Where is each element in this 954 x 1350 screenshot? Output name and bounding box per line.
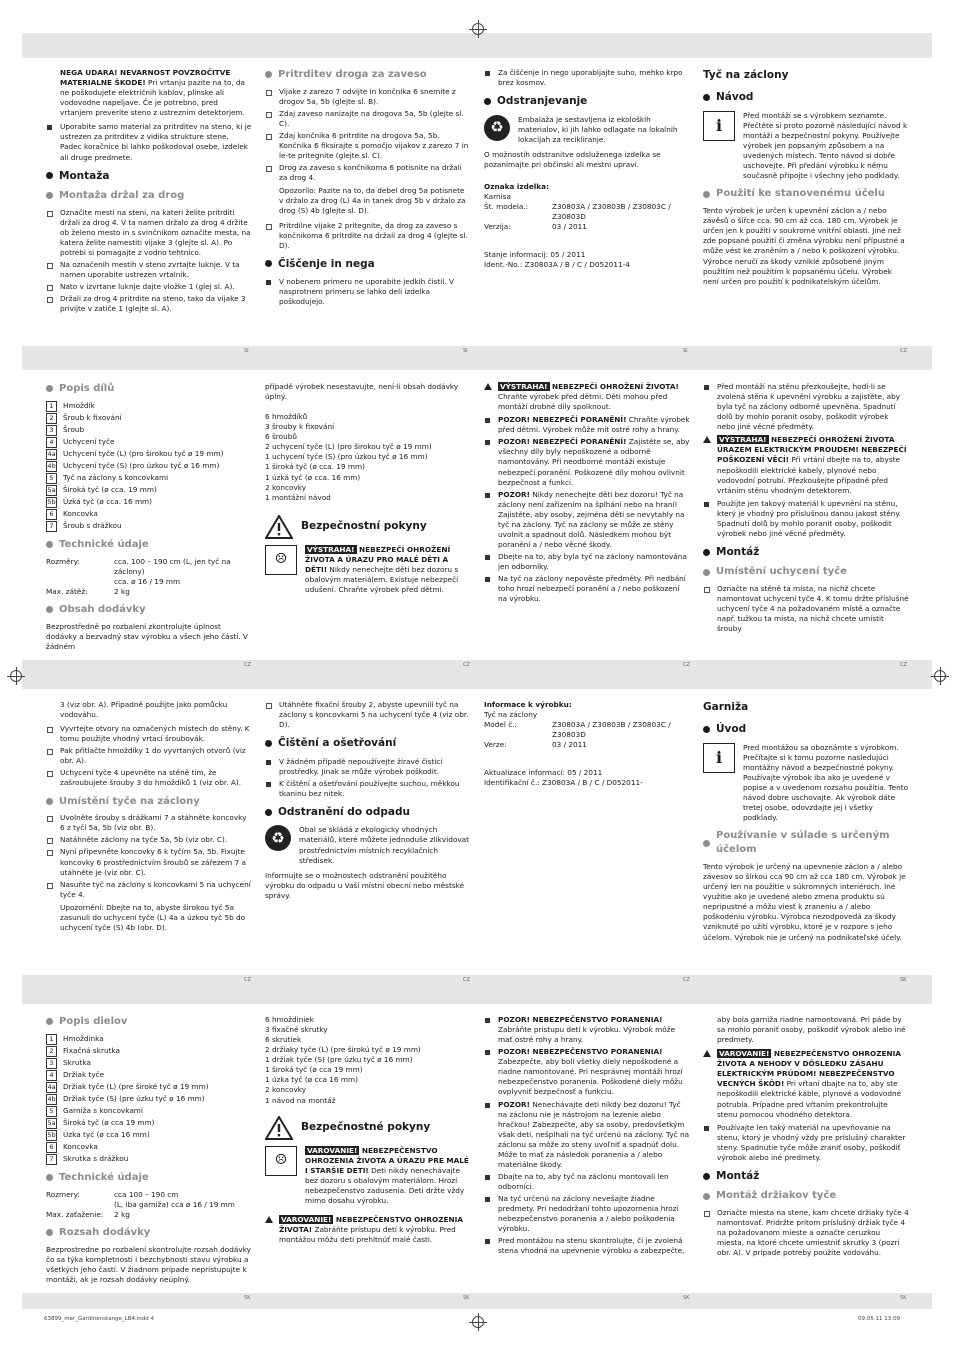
disposal-text: O možnostih odstranitve odsluženega izdelka se pozanimajte pri občinski ali mestni upravi. (484, 149, 661, 169)
part-key: 5b (47, 1130, 56, 1139)
part-key: 5a (47, 485, 56, 494)
warning-bold: POZOR! (498, 489, 530, 499)
part-key: 4b (47, 1094, 56, 1103)
part-row (46, 1154, 252, 1165)
section-heading: Pritrditev droga za zaveso (265, 68, 471, 82)
lang-label: SI (683, 348, 688, 354)
bullet-icon (46, 172, 53, 179)
part-row (46, 509, 252, 520)
section-heading: Čištění a ošetřování (265, 736, 471, 750)
warning-text: Pri vrtanju pazite na to, da ne poškodujete električnih kablov, plinske ali vodovodne napeljave. Če je potrebno, pred vrtanjem preverite steno z ustreznim detektorjem. (60, 78, 246, 118)
contents-item: 1 široká tyč (ø cca 19 mm) (265, 1065, 363, 1075)
lang-label: CZ (463, 977, 470, 983)
part-label: Koncovka (63, 1141, 98, 1151)
bullet-icon (703, 840, 710, 847)
step-item: Utáhněte fixační šrouby 2, abyste upevnili tyč na záclony s koncovkami 5 na uchycení tyče 4 (viz obr. D). (265, 700, 471, 730)
part-label: Držiak tyče (63, 1069, 105, 1079)
body-text: 3 (viz obr. A). Případně použijte jako pomůcku vodováhu. (60, 700, 228, 720)
warning-tag: VÝSTRAHA! (719, 435, 767, 445)
spec-value: 2 kg (114, 1209, 130, 1219)
bullet-icon (703, 191, 710, 198)
section-heading: Používanie v súlade s určeným účelom (703, 829, 909, 857)
warning-text: Chraňte výrobek před dětmi. Děti mohou před montáží drobné díly spolknout. (498, 392, 668, 412)
part-label: Uchycení tyče (S) (pro úzkou tyč ø 16 mm) (63, 460, 220, 470)
part-label: Uchycení tyče (L) (pro širokou tyč ø 19 mm) (63, 448, 224, 458)
spec-value: 2 kg (114, 586, 130, 596)
panel-si-pritrditev (265, 68, 471, 344)
step-item: Pak přitlačte hmoždíky 1 do vyvrtaných otvorů (viz obr. A). (46, 746, 252, 766)
part-label: Tyč na záclony s koncovkami (63, 472, 169, 482)
panel-sk-montaz (703, 1015, 909, 1291)
footer-band-1 (22, 346, 932, 370)
model-key: Model č.: (484, 720, 518, 730)
contents-item: 1 široká tyč (ø cca. 19 mm) (265, 462, 365, 472)
contents-item: 6 hmoždíků (265, 412, 308, 422)
part-key: 1 (46, 401, 57, 412)
part-row (46, 1046, 252, 1057)
warning-bold: POZOR! NEBEZPEČENSTVO PORANENIA! (498, 1047, 663, 1057)
eco-text: Obal se skládá z ekologicky vhodných materiálů, které můžete jednoduše zlikvidovat prostřednictvím místních recyklačních středisek. (299, 825, 469, 865)
bullet-icon (46, 606, 53, 613)
part-row (46, 1058, 252, 1069)
contents-list (265, 412, 471, 503)
body-text: Před montáží se s výrobkem seznamte. Přečtěte si proto pozorně následující návod k montáži a bezpečnostní pokyny. Používejte výrobek jen popsaným způsobem a na uvedených místech. Tento návod si dobře uschovejte. Při předání výrobku k němu současně připojte i všechny jeho podklady. (743, 110, 908, 181)
part-label: Hmoždík (63, 400, 95, 410)
lang-label: SI (463, 348, 468, 354)
warning-text: Deti nikdy nenechávajte bez dozoru s obalovým materiálom. Hrozí nebezpečenstvo zadusenia. Deti držte vždy mimo dosahu výrobku. (305, 1165, 465, 1205)
registration-mark-icon (472, 23, 484, 35)
panel-sk-bezpecnost (265, 1015, 471, 1291)
part-label: Úzká tyč (ø cca. 16 mm) (63, 496, 153, 506)
contents-item: 6 hmoždiniek (265, 1015, 315, 1024)
panel-sk-popis (46, 1015, 252, 1291)
contents-item: 2 koncovky (265, 482, 307, 492)
section-heading: Odstranění do odpadu (265, 805, 471, 819)
product-label: Informace k výrobku: (484, 700, 572, 709)
part-key: 4a (47, 1082, 56, 1091)
part-key: 3 (46, 425, 57, 436)
panel-si-odstranjevanje (484, 68, 690, 344)
panel-cz-informace (484, 700, 690, 972)
part-key: 6 (46, 509, 57, 520)
warning-bold: NEGA UDARA! NEVARNOST POVZROČITVE MATERIALNE ŠKODE! (60, 68, 231, 88)
step-item: Označte miesta na stene, kam chcete držiaky tyče 4 namontovať. Pridržte pritom príslušný držiak tyče 4 na požadovanom mieste a označte ceruzkou miesta, na ktoré chcete umiestniť skrutky 3 (pozri obr. A). V prípade potreby použite vodováhu. (703, 1208, 909, 1258)
section-heading: Bezpečnostné pokyny (265, 1116, 471, 1140)
registration-mark-icon (934, 670, 946, 682)
lang-label: SK (683, 1295, 690, 1301)
product-name: Tyč na záclony (484, 710, 538, 720)
part-row (46, 1034, 252, 1045)
step-item: Označite mesti na steni, na kateri želite pritrditi držali za drog 4. V ta namen držalo za drog 4 držite ob želeno mesto in s svinčnikom označite mesta, na katera želite namestiti vijake 3 (glejte sl. A). Po potrebi si pomagajte z vodno tehtnico. (46, 208, 252, 258)
bullet-icon (703, 726, 710, 733)
bullet-icon (46, 541, 53, 548)
lang-label: CZ (463, 662, 470, 668)
part-label: Garniža s koncovkami (63, 1105, 143, 1115)
ident-number: Ident.-No.: Z30803A / B / C / D052011-4 (484, 260, 630, 270)
part-row (46, 1070, 252, 1081)
footer-date: 09.05.11 13:09 (858, 1316, 901, 1322)
bullet-icon (46, 192, 53, 199)
part-key: 3 (46, 1058, 57, 1069)
warning-tag: VAROVANIE! (307, 1145, 358, 1155)
step-item: Nyní připevněte koncovky 6 k tyčím 5a, 5b. Fixujte koncovky 6 prostřednictvím šroubů se zářezem 7 a utáhněte je (viz obr. C). (46, 847, 252, 877)
step-item: Uchycení tyče 4 upevněte na stěně tím, že zašroubujete šrouby 3 do hmoždíků 1 (viz obr. A). (46, 768, 252, 788)
panel-sk-pozor (484, 1015, 690, 1291)
part-key: 4 (46, 1070, 57, 1081)
bullet-icon (46, 1174, 53, 1181)
part-row (46, 461, 252, 472)
panel-cz-popis (46, 382, 252, 658)
lang-label: SK (900, 1295, 907, 1301)
section-heading: Obsah dodávky (46, 603, 252, 617)
bullet-icon (703, 1193, 710, 1200)
part-label: Skrutka (63, 1057, 91, 1067)
list-item: Dbajte na to, aby tyč na záclonu montovali len odborníci. (484, 1172, 690, 1192)
contents-item: 1 úzká tyč (ø cca. 16 mm) (265, 472, 361, 482)
step-item: Uvolněte šrouby s drážkami 7 a stáhněte koncovky 6 z tyčí 5a, 5b (viz obr. B). (46, 813, 252, 833)
step-item: Vijake z zarezo 7 odvijte in končnika 6 snemite z drogov 5a, 5b (glejte sl. B). (265, 87, 471, 107)
note-text: Upozornění: Dbejte na to, abyste širokou tyč 5a zasunuli do uchycení tyče (L) 4a a úzkou tyč 5b do uchycení tyče (S) 4b (obr. D). (60, 902, 246, 932)
eco-text: Embalaža je sestavljena iz ekoloških materialov, ki jih lahko odlagate na lokalnih lokacijah za recikliranje. (518, 114, 678, 144)
section-heading: Rozsah dodávky (46, 1226, 252, 1240)
panel-cz-vystrahy (484, 382, 690, 658)
warning-bold: POZOR! (498, 1099, 530, 1109)
part-key: 7 (46, 1154, 57, 1165)
warning-bold: NEBEZPEČÍ OHROŽENÍ ŽIVOTA A ÚRAZU PRO MALÉ DĚTI A DĚTI! (305, 544, 451, 574)
part-row (46, 1142, 252, 1153)
disposal-text: Informujte se o možnostech odstranění použitého výrobku do odpadu u Vaší místní obecní nebo městské správy. (265, 870, 465, 900)
part-label: Držiak tyče (S) (pre úzku tyč ø 16 mm) (63, 1093, 205, 1103)
list-item: Za čiščenje in nego uporabljajte suho, mehko krpo brez kosmov. (484, 68, 690, 88)
warning-text: Chraňte výrobek před dětmi. Výrobek může mít ostré rohy a hrany. (498, 415, 690, 435)
bullet-icon (46, 1229, 53, 1236)
list-item: V nobenem primeru ne uporabite jedkih čistil. V nasprotnem primeru se lahko deli izdelka poškodujejo. (265, 277, 471, 307)
lang-label: SK (244, 1295, 251, 1301)
contents-item: 1 návod na montáž (265, 1095, 336, 1105)
section-heading: Montáž (703, 545, 909, 559)
body-text: aby bola garniža riadne namontovaná. Pri páde by sa mohlo poraniť osoby, poškodiť výrobok alebo iné predmety. (717, 1015, 906, 1045)
info-book-icon: i (703, 111, 735, 141)
spec-key: Rozmery: (46, 1189, 80, 1199)
part-key: 4 (46, 437, 57, 448)
warning-bold: NEBEZPEČENSTVO OHROZENIA ŽIVOTA A ÚRAZU PRE MALÉ I STARŠIE DETI! (305, 1145, 469, 1175)
warning-text: Nikdy nenechejte děti bez dozoru s obalovým materiálem. Existuje nebezpečí udušení. Chraňte výrobek před dětmi. (305, 564, 459, 594)
step-item: Označte na stěně ta místa, na nichž chcete namontovat uchycení tyče 4. K tomu držte příslušné uchycení tyče 4 na požadovaném místě a označte např. tužkou ta místa, na nichž chcete umístit šrouby (703, 584, 909, 634)
section-heading: Technické údaje (46, 538, 252, 552)
warning-text: Zabezpečte, aby boli všetky diely nepoškodené a riadne namontované. Pri nesprávnej montáži hrozí nebezpečenstvo poranenia. Poškodené diely môžu ovplyvniť bezpečnosť a funkciu. (498, 1057, 683, 1097)
part-row (46, 1118, 252, 1129)
list-item: Uporabite samo material za pritrditev na steno, ki je ustrezen za pritrditev z vidika strukture stene. Padec koračnice bi lahko poškodoval osebe, izdelek ali druge predmete. (46, 122, 252, 162)
bullet-icon (46, 798, 53, 805)
model-key: Št. modela.: (484, 202, 529, 212)
part-key: 5 (46, 1106, 57, 1117)
contents-item: 6 šroubů (265, 432, 297, 442)
section-heading: Montáž držiakov tyče (703, 1189, 909, 1203)
info-date: Aktualizace informací: 05 / 2011 (484, 768, 603, 778)
spec-key: Max. zátěž: (46, 586, 88, 596)
part-key: 5 (46, 473, 57, 484)
warning-triangle-icon (265, 1116, 293, 1140)
list-item: Pred montážou na stenu skontrolujte, či je zvolená stena vhodná na upevnenie výrobku a zabezpečte, (484, 1236, 690, 1256)
section-heading: Úvod (703, 722, 909, 736)
step-item: Zdaj zaveso nanizajte na drogova 5a, 5b (glejte sl. C). (265, 109, 471, 129)
parts-list (46, 1034, 252, 1165)
model-value: Z30803A / Z30803B / Z30803C / Z30803D (552, 720, 671, 740)
info-book-icon: i (703, 743, 735, 773)
lang-label: CZ (683, 662, 690, 668)
section-heading: Popis dielov (46, 1015, 252, 1029)
list-item: Používajte len taký materiál na upevňovanie na stenu, ktorý je vhodný vždy pre príslušný charakter steny. Spadnutie tyče môže zraniť osoby, poškodiť výrobok alebo iné predmety. (703, 1123, 909, 1163)
part-label: Skrutka s drážkou (63, 1153, 129, 1163)
section-heading: Montáž (703, 1169, 909, 1183)
step-item: Nato v izvrtane luknje dajte vložke 1 (glej sl. A). (46, 282, 252, 292)
part-row (46, 449, 252, 460)
contents-item: 1 úzka tyč (ø cca 16 mm) (265, 1075, 358, 1085)
child-warning-icon: ☹ (265, 1146, 297, 1176)
contents-item: 3 fixačné skrutky (265, 1025, 328, 1035)
bullet-icon (703, 1173, 710, 1180)
part-label: Široká tyč (ø cca 19 mm) (63, 1117, 155, 1127)
part-label: Koncovka (63, 508, 98, 518)
part-row (46, 497, 252, 508)
model-value: Z30803A / Z30803B / Z30803C / Z30803D (552, 202, 671, 222)
contents-item: 2 uchycení tyče (L) (pro širokou tyč ø 19 mm) (265, 442, 432, 452)
registration-mark-icon (472, 1316, 484, 1328)
warning-text: Zabráňte prístupu detí k výrobku. Výrobok môže mať ostré rohy a hrany. (498, 1025, 676, 1045)
bullet-icon (703, 569, 710, 576)
part-label: Šroub s drážkou (63, 520, 122, 530)
bullet-icon (265, 809, 272, 816)
footer-band-3 (22, 975, 932, 1004)
page-title: Tyč na záclony (703, 69, 789, 81)
warning-text: Nikdy nenechejte děti bez dozoru! Tyč na záclony není zařízením na šplhání nebo na hraní! Zajistěte, aby osoby, zejména děti se nevytahly na tyč na záclony. Tyč na záclony se může ze stěny uvolnit a spadnout dolů. Následkem mohou být poranění a / nebo věcné škody. (498, 489, 685, 549)
spec-value: (L, iba garniža) cca ø 16 / 19 mm (114, 1199, 235, 1209)
step-item: Natáhněte záclony na tyče 5a, 5b (viz obr. C). (46, 835, 252, 845)
part-row (46, 1082, 252, 1093)
warning-bold: NEBEZPEČENSTVO OHROZENIA ŽIVOTA A NEHODY V DÔSLEDKU ZÁSAHU ELEKTRICKÝM PRÚDOM! NEBEZPEČENSTVO VECNÝCH ŠKÔD! (717, 1049, 901, 1089)
panel-cz-cisteni (265, 700, 471, 972)
warning-text: Zabráňte prístupu detí k výrobku. Pred montážou môžu deti prehltnúť malé časti. (279, 1225, 456, 1245)
step-item: Pritrdilne vijake 2 pritegnite, da drog za zaveso s končnikoma 6 pritrdite na držali za drog 4 (glejte sl. D). (265, 221, 471, 251)
footer-band-4 (22, 1293, 932, 1309)
bullet-icon (46, 1018, 53, 1025)
step-item: Na označenih mestih v steno zvrtajte luknje. V ta namen uporabite ustrezen vrtalnik. (46, 260, 252, 280)
warning-text: Pri vŕtaní dbajte na to, aby ste nepoškodili elektrické káble, plynové a vodovodné potrubia. Prípadne pred vŕtaním prekontrolujte stenu pomocou vhodného detektora. (717, 1079, 902, 1119)
panel-cz-umisteni (46, 700, 252, 972)
part-label: Držiak tyče (L) (pre široké tyč ø 19 mm) (63, 1081, 209, 1091)
section-heading: Umístění uchycení tyče (703, 565, 909, 579)
spec-value: cca. ø 16 / 19 mm (114, 576, 181, 586)
list-item: Na tyč na záclony nepověste předměty. Při nedbání toho hrozí nebezpečí poranění a / nebo poškození na výrobku. (484, 574, 690, 604)
spec-key: Max. zaťaženie: (46, 1209, 104, 1219)
part-key: 5b (47, 497, 56, 506)
bullet-icon (703, 94, 710, 101)
bullet-icon (46, 385, 53, 392)
list-item: V žádném případě nepoužívejte žíravé čisticí prostředky. Jinak se může výrobek poškodit. (265, 757, 471, 777)
bullet-icon (703, 549, 710, 556)
contents-item: 1 držiak tyče (S) (pre úzku tyč ø 16 mm) (265, 1055, 413, 1065)
version-key: Verzija: (484, 222, 511, 232)
part-label: Šroub (63, 424, 85, 434)
part-key: 4b (47, 461, 56, 470)
contents-item: 1 uchycení tyče (S) (pro úzkou tyč ø 16 mm) (265, 452, 428, 462)
panel-sk-uvod (703, 700, 909, 972)
spec-value: cca. 100 – 190 cm (L, jen tyč na záclony) (114, 556, 231, 576)
part-label: Úzka tyč (ø cca 16 mm) (63, 1129, 150, 1139)
page-title: Garniža (703, 701, 749, 713)
warning-tag: VÝSTRAHA! (307, 544, 355, 554)
warning-tag: VÝSTRAHA! (500, 382, 548, 391)
warning-bold: POZOR! NEBEZPEČENSTVO PORANENIA! (498, 1015, 663, 1024)
contents-item: 2 držiaky tyče (L) (pre širokú tyč ø 19 mm) (265, 1045, 421, 1055)
warning-text: Nenechávajte deti nikdy bez dozoru! Tyč na záclonu nie je nástrojom na lezenie alebo hračkou! Zabezpečte, aby sa osoby, predovšetkým však deti, nešplhali na tyč určenú na záclony. Tyč na záclonu sa môže zo steny uvoľniť a spadnúť dolu. Môže to mať za následok poranenia a / alebo materiálne škody. (498, 1099, 690, 1169)
recycle-icon: ♻ (265, 825, 291, 851)
body-text: Tento výrobok je určený na upevnenie záclon a / alebo závesov so šírkou cca 90 cm až cca 180 cm. Výrobok je určený len na použitie v súkromných interiéroch. Iné využitie ako je uvedené alebo zmena produktu sú nepripustné a môžu viesť k zraneniu a / alebo poškodeniu výrobku. Výrobca nezodpovedá za škody vzniknuté po užití výrobku, ktoré je v rozpore s jeho účelom. Výrobok nie je určený na podnikateľské účely. (703, 862, 906, 942)
step-item: Drog za zaveso s končnikoma 6 potisnite na držali za drog 4. (265, 163, 471, 183)
lang-label: SI (244, 348, 249, 354)
warning-bold: POZOR! NEBEZPEČÍ PORANĚNÍ! (498, 437, 627, 447)
step-item: Nasuňte tyč na záclony s koncovkami 5 na uchycení tyče 4. (46, 880, 252, 900)
version-value: 03 / 2011 (552, 740, 587, 750)
warning-text: Při vrtání dbejte na to, abyste nepoškodili elektrické kabely, plynové nebo vodovodní potrubí. Přezkoušejte případně před vrtáním stěnu vhodným detektorem. (717, 455, 900, 495)
step-item: Držali za drog 4 pritrdite na steno, tako da vijake 3 privijte v zatiče 1 (glejte sl. A). (46, 294, 252, 314)
contents-item: 3 šrouby k fixování (265, 422, 335, 432)
part-label: Uchycení tyče (63, 436, 115, 446)
section-heading: Technické údaje (46, 1171, 252, 1185)
step-item: Vyvrtejte otvory na označených místech do stěny. K tomu použijte vhodný vrtací šroubovák. (46, 724, 252, 744)
panel-si-montaza (46, 68, 252, 344)
product-name: Karnisa (484, 191, 511, 201)
parts-list (46, 401, 252, 532)
lang-label: CZ (900, 348, 907, 354)
part-key: 7 (46, 521, 57, 532)
lang-label: CZ (244, 662, 251, 668)
warning-bold: POZOR! NEBEZPEČÍ PORANĚNÍ! (498, 415, 627, 425)
recycle-icon: ♻ (484, 115, 510, 141)
footer-filename: 63899_mer_Gardinenstange_LB4.indd 4 (44, 1316, 155, 1322)
lang-label: CZ (900, 662, 907, 668)
lang-label: CZ (683, 977, 690, 983)
registration-mark-icon (10, 670, 22, 682)
section-heading: Montaža (46, 169, 252, 183)
version-key: Verze: (484, 740, 507, 750)
warning-tag: VAROVANIE! (719, 1049, 770, 1059)
part-row (46, 1094, 252, 1105)
section-heading: Odstranjevanje (484, 94, 690, 108)
part-row (46, 1130, 252, 1141)
panel-cz-navod (703, 68, 909, 344)
section-heading: Umístění tyče na záclony (46, 795, 252, 809)
body-text: Pred montážou sa oboznámte s výrobkom. Prečítajte si k tomu pozorne nasledujúci montážny návod a bezpečnostné pokyny. Používajte výrobok iba ako je uvedené v popise a v uvedenom rozsahu použitia. Tento návod dobre uschovajte. Ak výrobok dáte tretej osobe, odovzdajte jej i všetky podklady. (743, 742, 909, 823)
warning-tag: VAROVANIE! (281, 1214, 332, 1224)
section-heading: Bezpečnostní pokyny (265, 515, 471, 539)
section-heading: Montaža držal za drog (46, 189, 252, 203)
warning-text: Zajistěte se, aby všechny díly byly nepoškozené a odborně namontovány. Při neodborné montáži existuje nebezpečí poranění. Poškozené díly mohou ovlivnit bezpečnost a funkci. (498, 437, 690, 487)
warning-bold: NEBEZPEČÍ OHROŽENÍ ŽIVOTA ÚRAZEM ELEKTRICKÝM PROUDEM! NEBEZPEČÍ POŠKOZENÍ VĚCÍ! (717, 435, 907, 465)
part-key: 4a (47, 449, 56, 458)
spec-value: cca 100 – 190 cm (114, 1189, 179, 1199)
part-label: Hmoždinka (63, 1033, 104, 1043)
footer-band-2 (22, 660, 932, 689)
note-text: Opozorilo: Pazite na to, da debel drog 5a potisnete v držalo za drog (L) 4a in tanek drog 5b v držalo za drog (S) 4b (glejte sl. D). (279, 186, 466, 216)
warning-bold: NEBEZPEČENSTVO OHROZENIA ŽIVOTA! (279, 1214, 463, 1234)
list-item: Na tyč určenú na záclony nevešajte žiadne predmety. Pri nedodržaní tohto upozornenia hrozí nebezpečenstvo poranenia a / alebo poškodenia výrobku. (484, 1194, 690, 1234)
part-row (46, 1106, 252, 1117)
bullet-icon (265, 740, 272, 747)
part-key: 2 (46, 413, 57, 424)
lang-label: SK (900, 977, 907, 983)
ident-number: Identifikační č.: Z30803A / B / C / D052011- (484, 778, 643, 788)
warning-triangle-icon (265, 515, 293, 539)
part-row (46, 437, 252, 448)
part-row (46, 473, 252, 484)
version-value: 03 / 2011 (552, 222, 587, 232)
step-item: Zdaj končnika 6 pritrdite na drogova 5a, 5b. Končnika 6 fiksirajte s pomočjo vijakov z zarezo 7 in le-te pritegnite (glejte sl. C). (265, 131, 471, 161)
body-text: Bezprostředně po rozbalení zkontrolujte úplnost dodávky a bezvadný stav výrobku a všech jeho částí. V žádném (46, 621, 248, 651)
part-row (46, 425, 252, 436)
part-key: 6 (46, 1142, 57, 1153)
product-label: Oznaka izdelka: (484, 181, 550, 191)
bullet-icon (265, 260, 272, 267)
info-date: Stanje informacij: 05 / 2011 (484, 250, 586, 260)
part-label: Šroub k fixování (63, 412, 122, 422)
part-key: 1 (46, 1034, 57, 1045)
bullet-icon (265, 71, 272, 78)
part-row (46, 521, 252, 532)
part-label: Fixačná skrutka (63, 1045, 120, 1055)
body-text: Tento výrobek je určen k upevnění záclon a / nebo závěsů o šířce cca. 90 cm až cca. 180 cm. Výrobek je určen jen k použití v soukromé vnitřní oblasti. Jiné než zde popsané použití či změna výrobku není přípustné a může vést ke zraněním a / nebo k poškození výrobku. Výrobce neručí za škody vzniklé způsobené jiným použitím než použitím k popsanému účelu. Výrobek není určen pro použití k podnikatelským účelům. (703, 206, 905, 286)
part-label: Široká tyč (ø cca. 19 mm) (63, 484, 157, 494)
section-heading: Návod (703, 90, 909, 104)
contents-list (265, 1015, 471, 1106)
lang-label: CZ (244, 977, 251, 983)
part-row (46, 401, 252, 412)
panel-cz-bezpecnost (265, 382, 471, 658)
list-item: K čištění a ošetřování používejte suchou, měkkou tkaninu bez nitek. (265, 779, 471, 799)
part-key: 5a (47, 1118, 56, 1127)
contents-item: 2 koncovky (265, 1085, 307, 1095)
body-text: Bezprostredne po rozbalení skontrolujte rozsah dodávky čo sa týka kompletnosti i bezchybnosti stavu výrobku a všetkých jeho častí. V žiadnom prípade nepristupujte k montáži, ak je rozsah dodávky neúplný. (46, 1244, 251, 1284)
section-heading: Čiščenje in nega (265, 257, 471, 271)
section-heading: Použití ke stanovenému účelu (703, 187, 909, 201)
part-row (46, 485, 252, 496)
section-heading: Popis dílů (46, 382, 252, 396)
part-key: 2 (46, 1046, 57, 1057)
part-row (46, 413, 252, 424)
contents-item: 6 skrutiek (265, 1035, 302, 1045)
contents-item: 1 montážní návod (265, 492, 331, 502)
warning-bold: NEBEZPEČÍ OHROŽENÍ ŽIVOTA! (549, 382, 679, 391)
list-item: Použijte jen takový materiál k upevnění na stěnu, který je vhodný pro příslušnou danou jakost stěny. Spadnutí dolů by mohlo poranit osoby, poškodit výrobek nebo jiné věcné předměty. (703, 499, 909, 539)
list-item: Před montáží na stěnu přezkoušejte, hodí-li se zvolená stěna k upevnění výrobku a zajistěte, aby byla tyč na záclony odborně upevněna. Spadnutí dolů by mohlo poranit osoby, poškodit výrobek nebo jiné věcné předměty. (703, 382, 909, 432)
child-warning-icon: ☹ (265, 545, 297, 575)
panel-cz-montaz (703, 382, 909, 658)
body-text: případě výrobek nesestavujte, není-li obsah dodávky úplný. (265, 382, 459, 402)
bullet-icon (484, 98, 491, 105)
lang-label: SK (463, 1295, 470, 1301)
spec-key: Rozměry: (46, 556, 80, 566)
list-item: Dbejte na to, aby byla tyč na záclony namontována jen odborníky. (484, 552, 690, 572)
